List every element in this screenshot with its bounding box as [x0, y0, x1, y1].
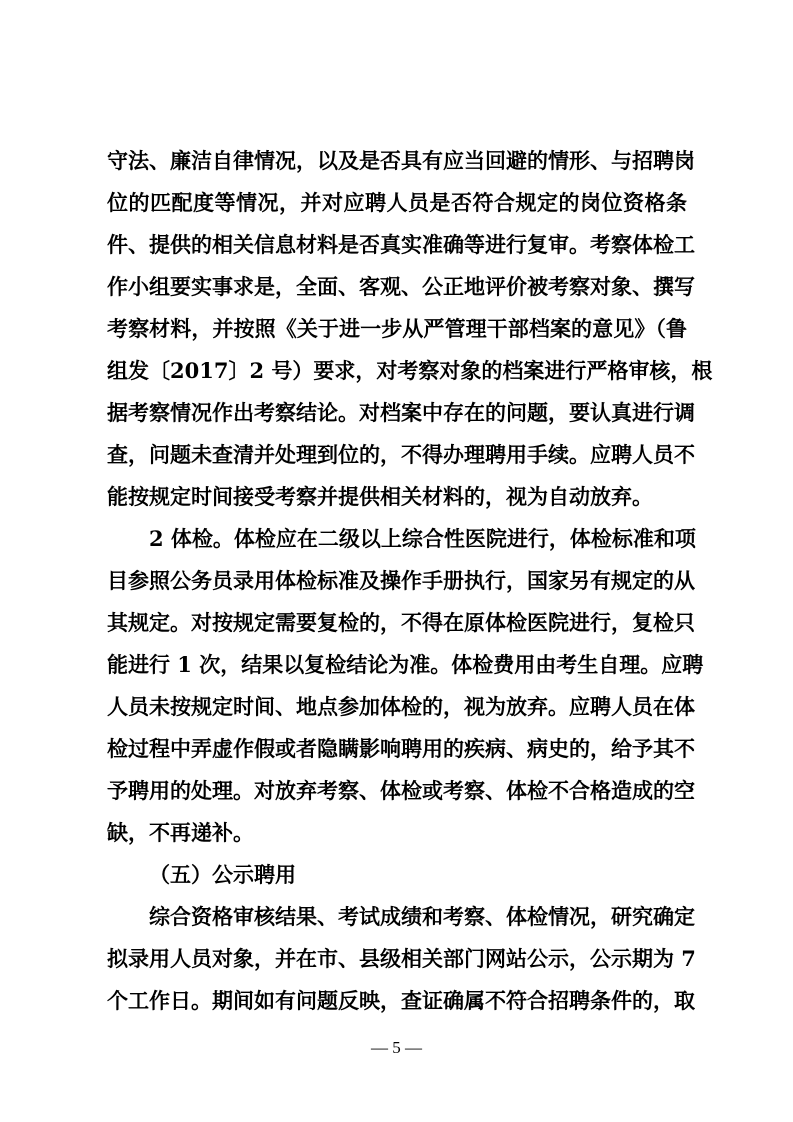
paragraph-line: 予聘用的处理。对放弃考察、体检或考察、体检不合格造成的空	[107, 778, 695, 803]
paragraph-line: 查，问题未查清并处理到位的，不得办理聘用手续。应聘人员不	[107, 442, 695, 467]
paragraph-line: 位的匹配度等情况，并对应聘人员是否符合规定的岗位资格条	[107, 190, 687, 215]
paragraph-line: 守法、廉洁自律情况，以及是否具有应当回避的情形、与招聘岗	[107, 148, 695, 173]
paragraph-line: 能按规定时间接受考察并提供相关材料的，视为自动放弃。	[107, 484, 653, 509]
paragraph-line: 2 体检。体检应在二级以上综合性医院进行，体检标准和项	[149, 526, 696, 551]
section-heading: （五）公示聘用	[149, 862, 296, 887]
paragraph-line: 拟录用人员对象，并在市、县级相关部门网站公示，公示期为 7	[107, 946, 696, 971]
paragraph-line: 目参照公务员录用体检标准及操作手册执行，国家另有规定的从	[107, 568, 695, 593]
paragraph-line: 据考察情况作出考察结论。对档案中存在的问题，要认真进行调	[107, 400, 695, 425]
paragraph-line: 人员未按规定时间、地点参加体检的，视为放弃。应聘人员在体	[107, 694, 695, 719]
paragraph-line: 件、提供的相关信息材料是否真实准确等进行复审。考察体检工	[107, 232, 695, 257]
paragraph-line: 综合资格审核结果、考试成绩和考察、体检情况，研究确定	[149, 904, 695, 929]
paragraph-line: 组发〔2017〕2 号）要求，对考察对象的档案进行严格审核，根	[107, 358, 713, 383]
paragraph-line: 检过程中弄虚作假或者隐瞒影响聘用的疾病、病史的，给予其不	[107, 736, 695, 761]
paragraph-line: 个工作日。期间如有问题反映，查证确属不符合招聘条件的，取	[107, 988, 695, 1013]
paragraph-line: 作小组要实事求是，全面、客观、公正地评价被考察对象、撰写	[107, 274, 695, 299]
paragraph-line: 其规定。对按规定需要复检的，不得在原体检医院进行，复检只	[107, 610, 695, 635]
paragraph-line: 缺，不再递补。	[107, 820, 254, 845]
paragraph-line: 能进行 1 次，结果以复检结论为准。体检费用由考生自理。应聘	[107, 652, 704, 677]
paragraph-line: 考察材料，并按照《关于进一步从严管理干部档案的意见》（鲁	[107, 316, 687, 341]
page-number: — 5 —	[371, 1038, 422, 1057]
